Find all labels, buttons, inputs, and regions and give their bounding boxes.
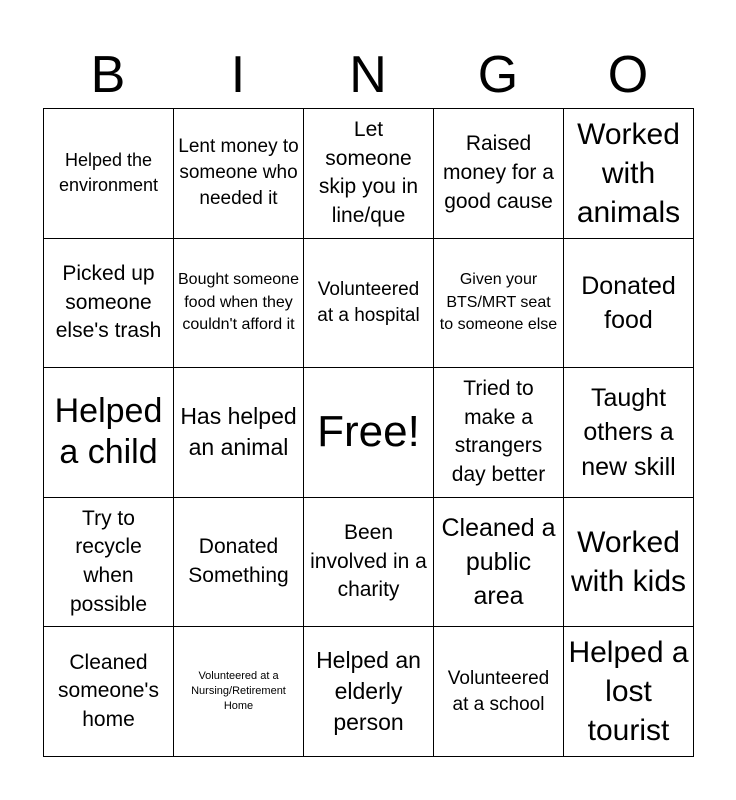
bingo-cell[interactable]: Volunteered at a hospital (304, 239, 434, 369)
bingo-cell[interactable]: Given your BTS/MRT seat to someone else (434, 239, 564, 369)
bingo-cell[interactable]: Helped the environment (44, 109, 174, 239)
bingo-cell[interactable]: Cleaned someone's home (44, 627, 174, 757)
bingo-cell[interactable]: Helped an elderly person (304, 627, 434, 757)
bingo-cell[interactable]: Been involved in a charity (304, 498, 434, 628)
bingo-cell[interactable]: Bought someone food when they couldn't afford it (174, 239, 304, 369)
bingo-cell[interactable]: Volunteered at a Nursing/Retirement Home (174, 627, 304, 757)
bingo-cell[interactable]: Donated food (564, 239, 694, 369)
header-letter-i: I (230, 46, 246, 104)
bingo-header (43, 44, 693, 106)
bingo-cell[interactable]: Let someone skip you in line/que (304, 109, 434, 239)
bingo-grid (43, 108, 694, 757)
bingo-cell[interactable]: Worked with kids (564, 498, 694, 628)
bingo-cell[interactable]: Worked with animals (564, 109, 694, 239)
bingo-cell[interactable]: Helped a lost tourist (564, 627, 694, 757)
bingo-cell[interactable]: Has helped an animal (174, 368, 304, 498)
bingo-cell[interactable]: Raised money for a good cause (434, 109, 564, 239)
bingo-cell[interactable]: Donated Something (174, 498, 304, 628)
header-letter-b: B (90, 46, 126, 104)
bingo-cell[interactable]: Volunteered at a school (434, 627, 564, 757)
header-letter-n: N (349, 46, 387, 104)
free-space[interactable]: Free! (304, 368, 434, 498)
bingo-cell[interactable]: Taught others a new skill (564, 368, 694, 498)
bingo-cell[interactable]: Lent money to someone who needed it (174, 109, 304, 239)
bingo-cell[interactable]: Try to recycle when possible (44, 498, 174, 628)
bingo-cell[interactable]: Tried to make a strangers day better (434, 368, 564, 498)
header-letter-o: O (607, 46, 649, 104)
bingo-cell[interactable]: Helped a child (44, 368, 174, 498)
bingo-cell[interactable]: Picked up someone else's trash (44, 239, 174, 369)
header-letter-g: G (477, 46, 519, 104)
bingo-cell[interactable]: Cleaned a public area (434, 498, 564, 628)
